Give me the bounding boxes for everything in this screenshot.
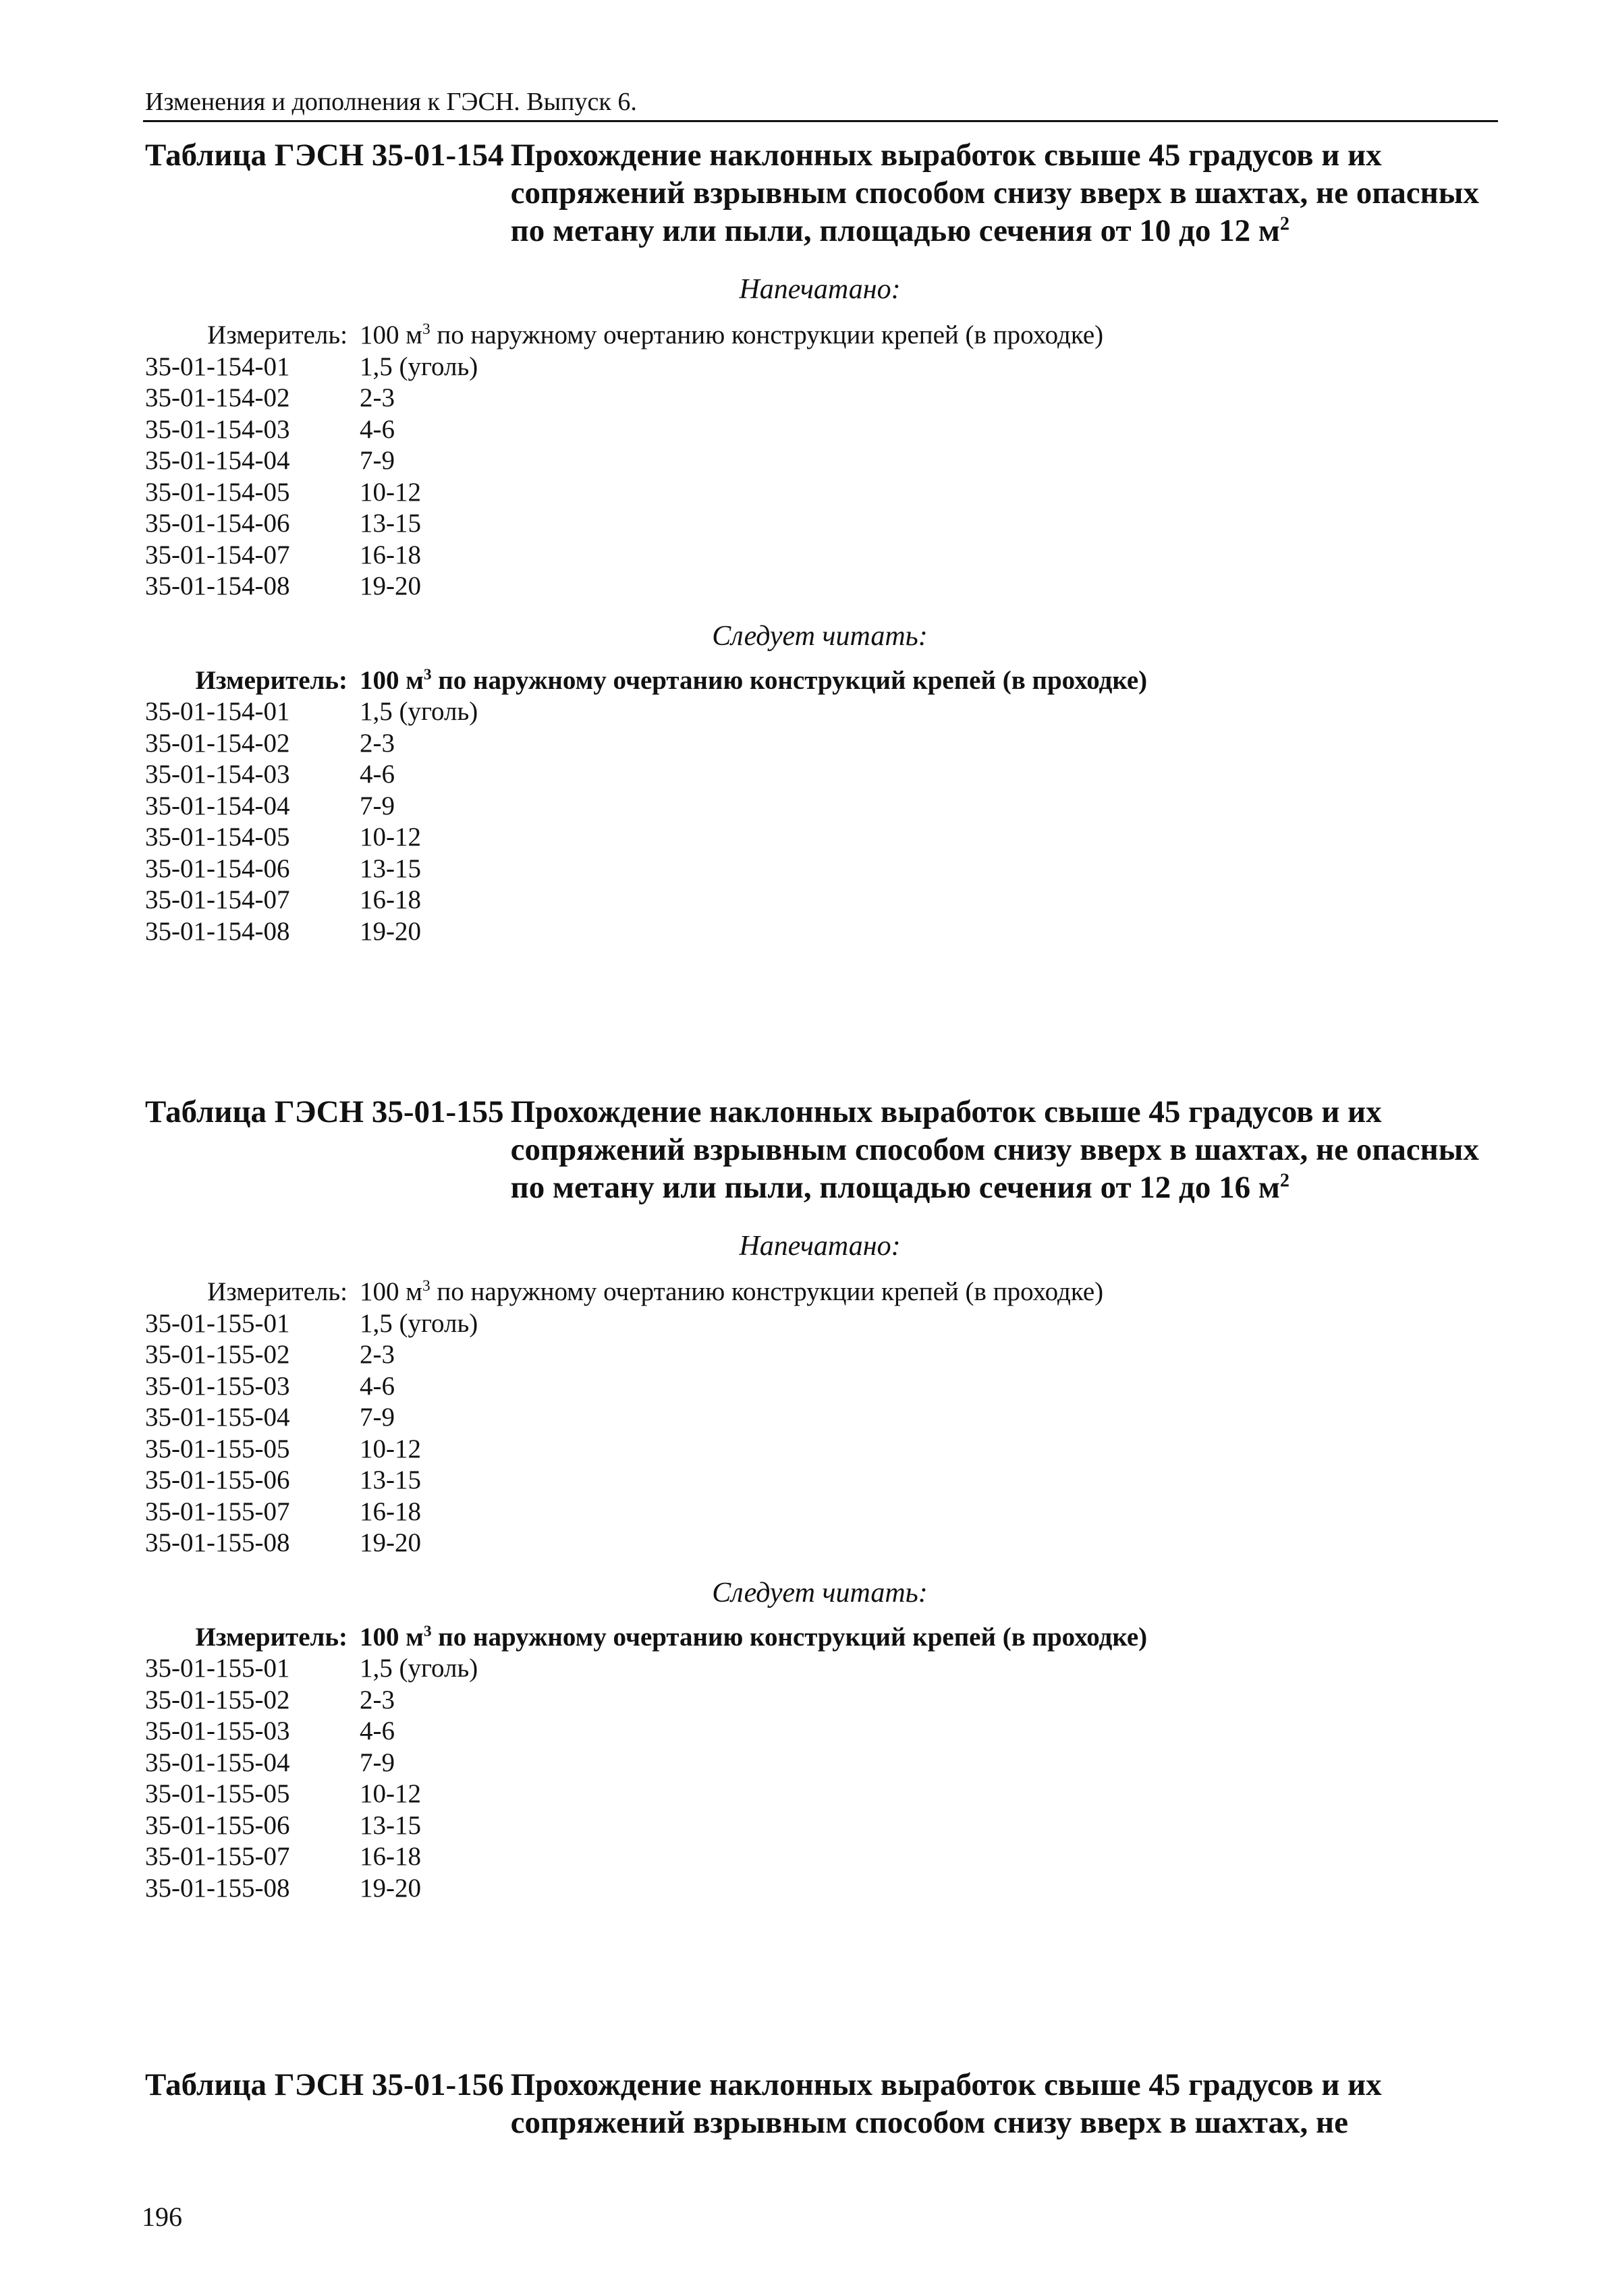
list-item: 35-01-155-04 7-9 bbox=[145, 1403, 395, 1432]
list-item: 35-01-155-07 16-18 bbox=[145, 1496, 421, 1526]
printed-label: Напечатано: bbox=[739, 274, 901, 305]
list-item: 35-01-155-07 16-18 bbox=[145, 1842, 421, 1871]
read-label: Следует читать: bbox=[712, 620, 928, 652]
printed-block bbox=[145, 320, 1481, 603]
list-item: 35-01-154-06 13-15 bbox=[145, 853, 421, 883]
list-item: 35-01-154-05 10-12 bbox=[145, 477, 421, 507]
measure-row bbox=[145, 665, 1481, 697]
measure-text: 100 $м^3$ по наружному очертанию конструкции крепей (в проходке) bbox=[360, 320, 1104, 349]
list-item: 35-01-155-02 2-3 bbox=[145, 1685, 395, 1714]
list-item: 35-01-154-03 4-6 bbox=[145, 414, 395, 444]
table-code: Таблица ГЭСН 35-01-154 bbox=[145, 138, 504, 173]
table-code: Таблица ГЭСН 35-01-155 bbox=[145, 1094, 504, 1129]
measure-row bbox=[145, 1277, 1481, 1308]
table-code: Таблица ГЭСН 35-01-156 bbox=[145, 2067, 504, 2102]
read-block bbox=[145, 665, 1481, 948]
table-title-text: Прохождение наклонных выработок свыше 45 градусов и их сопряжений взрывным способом снизу вверх в шахтах, не bbox=[510, 2067, 1382, 2140]
list-item: 35-01-154-02 2-3 bbox=[145, 383, 395, 412]
list-item: 35-01-155-03 4-6 bbox=[145, 1371, 395, 1401]
header-rule bbox=[143, 120, 1498, 122]
read-block bbox=[145, 1622, 1481, 1905]
running-header: Изменения и дополнения к ГЭСН. Выпуск 6. bbox=[145, 88, 637, 116]
measure-label: Измеритель: bbox=[195, 1622, 348, 1652]
list-item: 35-01-155-05 10-12 bbox=[145, 1779, 421, 1808]
list-item: 35-01-154-06 13-15 bbox=[145, 509, 421, 538]
measure-row bbox=[145, 320, 1481, 352]
list-item: 35-01-154-03 4-6 bbox=[145, 760, 395, 789]
superscript: 2 bbox=[1279, 213, 1289, 235]
list-item: 35-01-154-05 10-12 bbox=[145, 822, 421, 851]
list-item: 35-01-154-07 16-18 bbox=[145, 885, 421, 914]
table-section-156 bbox=[145, 2066, 1481, 2141]
list-item: 35-01-155-02 2-3 bbox=[145, 1340, 395, 1369]
measure-row bbox=[145, 1622, 1481, 1654]
list-item: 35-01-155-08 19-20 bbox=[145, 1873, 421, 1903]
list-item: 35-01-155-01 1,5 (уголь) bbox=[145, 1654, 478, 1683]
table-title bbox=[145, 136, 1481, 250]
list-item: 35-01-155-06 13-15 bbox=[145, 1465, 421, 1494]
list-item: 35-01-154-04 7-9 bbox=[145, 446, 395, 475]
table-title bbox=[145, 1093, 1481, 1206]
printed-block bbox=[145, 1277, 1481, 1559]
measure-text: 100 $м^3$ по наружному очертанию конструкций крепей (в проходке) bbox=[360, 1622, 1148, 1652]
table-title-text: Прохождение наклонных выработок свыше 45 градусов и их сопряжений взрывным способом снизу вверх в шахтах, не опасных по метану или пыли, площадью сечения от 12 до 16 $м^2$ bbox=[510, 1094, 1479, 1205]
superscript: 2 bbox=[1279, 1170, 1289, 1192]
measure-label: Измеритель: bbox=[207, 1277, 348, 1306]
page-number: 196 bbox=[142, 2202, 182, 2232]
list-item: 35-01-154-07 16-18 bbox=[145, 540, 421, 569]
table-section-154 bbox=[145, 136, 1481, 947]
measure-text: 100 $м^3$ по наружному очертанию конструкций крепей (в проходке) bbox=[360, 665, 1148, 695]
list-item: 35-01-154-02 2-3 bbox=[145, 728, 395, 758]
measure-text: 100 $м^3$ по наружному очертанию конструкции крепей (в проходке) bbox=[360, 1277, 1104, 1306]
list-item: 35-01-155-04 7-9 bbox=[145, 1747, 395, 1777]
table-section-155 bbox=[145, 1093, 1481, 1904]
read-label: Следует читать: bbox=[712, 1577, 928, 1608]
list-item: 35-01-154-08 19-20 bbox=[145, 571, 421, 600]
table-title bbox=[145, 2066, 1481, 2141]
list-item: 35-01-155-01 1,5 (уголь) bbox=[145, 1308, 478, 1338]
table-title-text: Прохождение наклонных выработок свыше 45 градусов и их сопряжений взрывным способом снизу вверх в шахтах, не опасных по метану или пыли, площадью сечения от 10 до 12 $м^2$ bbox=[510, 138, 1479, 248]
list-item: 35-01-155-06 13-15 bbox=[145, 1810, 421, 1840]
printed-label: Напечатано: bbox=[739, 1231, 901, 1262]
list-item: 35-01-154-08 19-20 bbox=[145, 916, 421, 946]
list-item: 35-01-154-01 1,5 (уголь) bbox=[145, 697, 478, 726]
list-item: 35-01-155-05 10-12 bbox=[145, 1434, 421, 1463]
list-item: 35-01-155-08 19-20 bbox=[145, 1528, 421, 1557]
measure-label: Измеритель: bbox=[195, 665, 348, 695]
list-item: 35-01-154-01 1,5 (уголь) bbox=[145, 352, 478, 381]
list-item: 35-01-154-04 7-9 bbox=[145, 791, 395, 820]
list-item: 35-01-155-03 4-6 bbox=[145, 1716, 395, 1745]
measure-label: Измеритель: bbox=[207, 320, 348, 349]
